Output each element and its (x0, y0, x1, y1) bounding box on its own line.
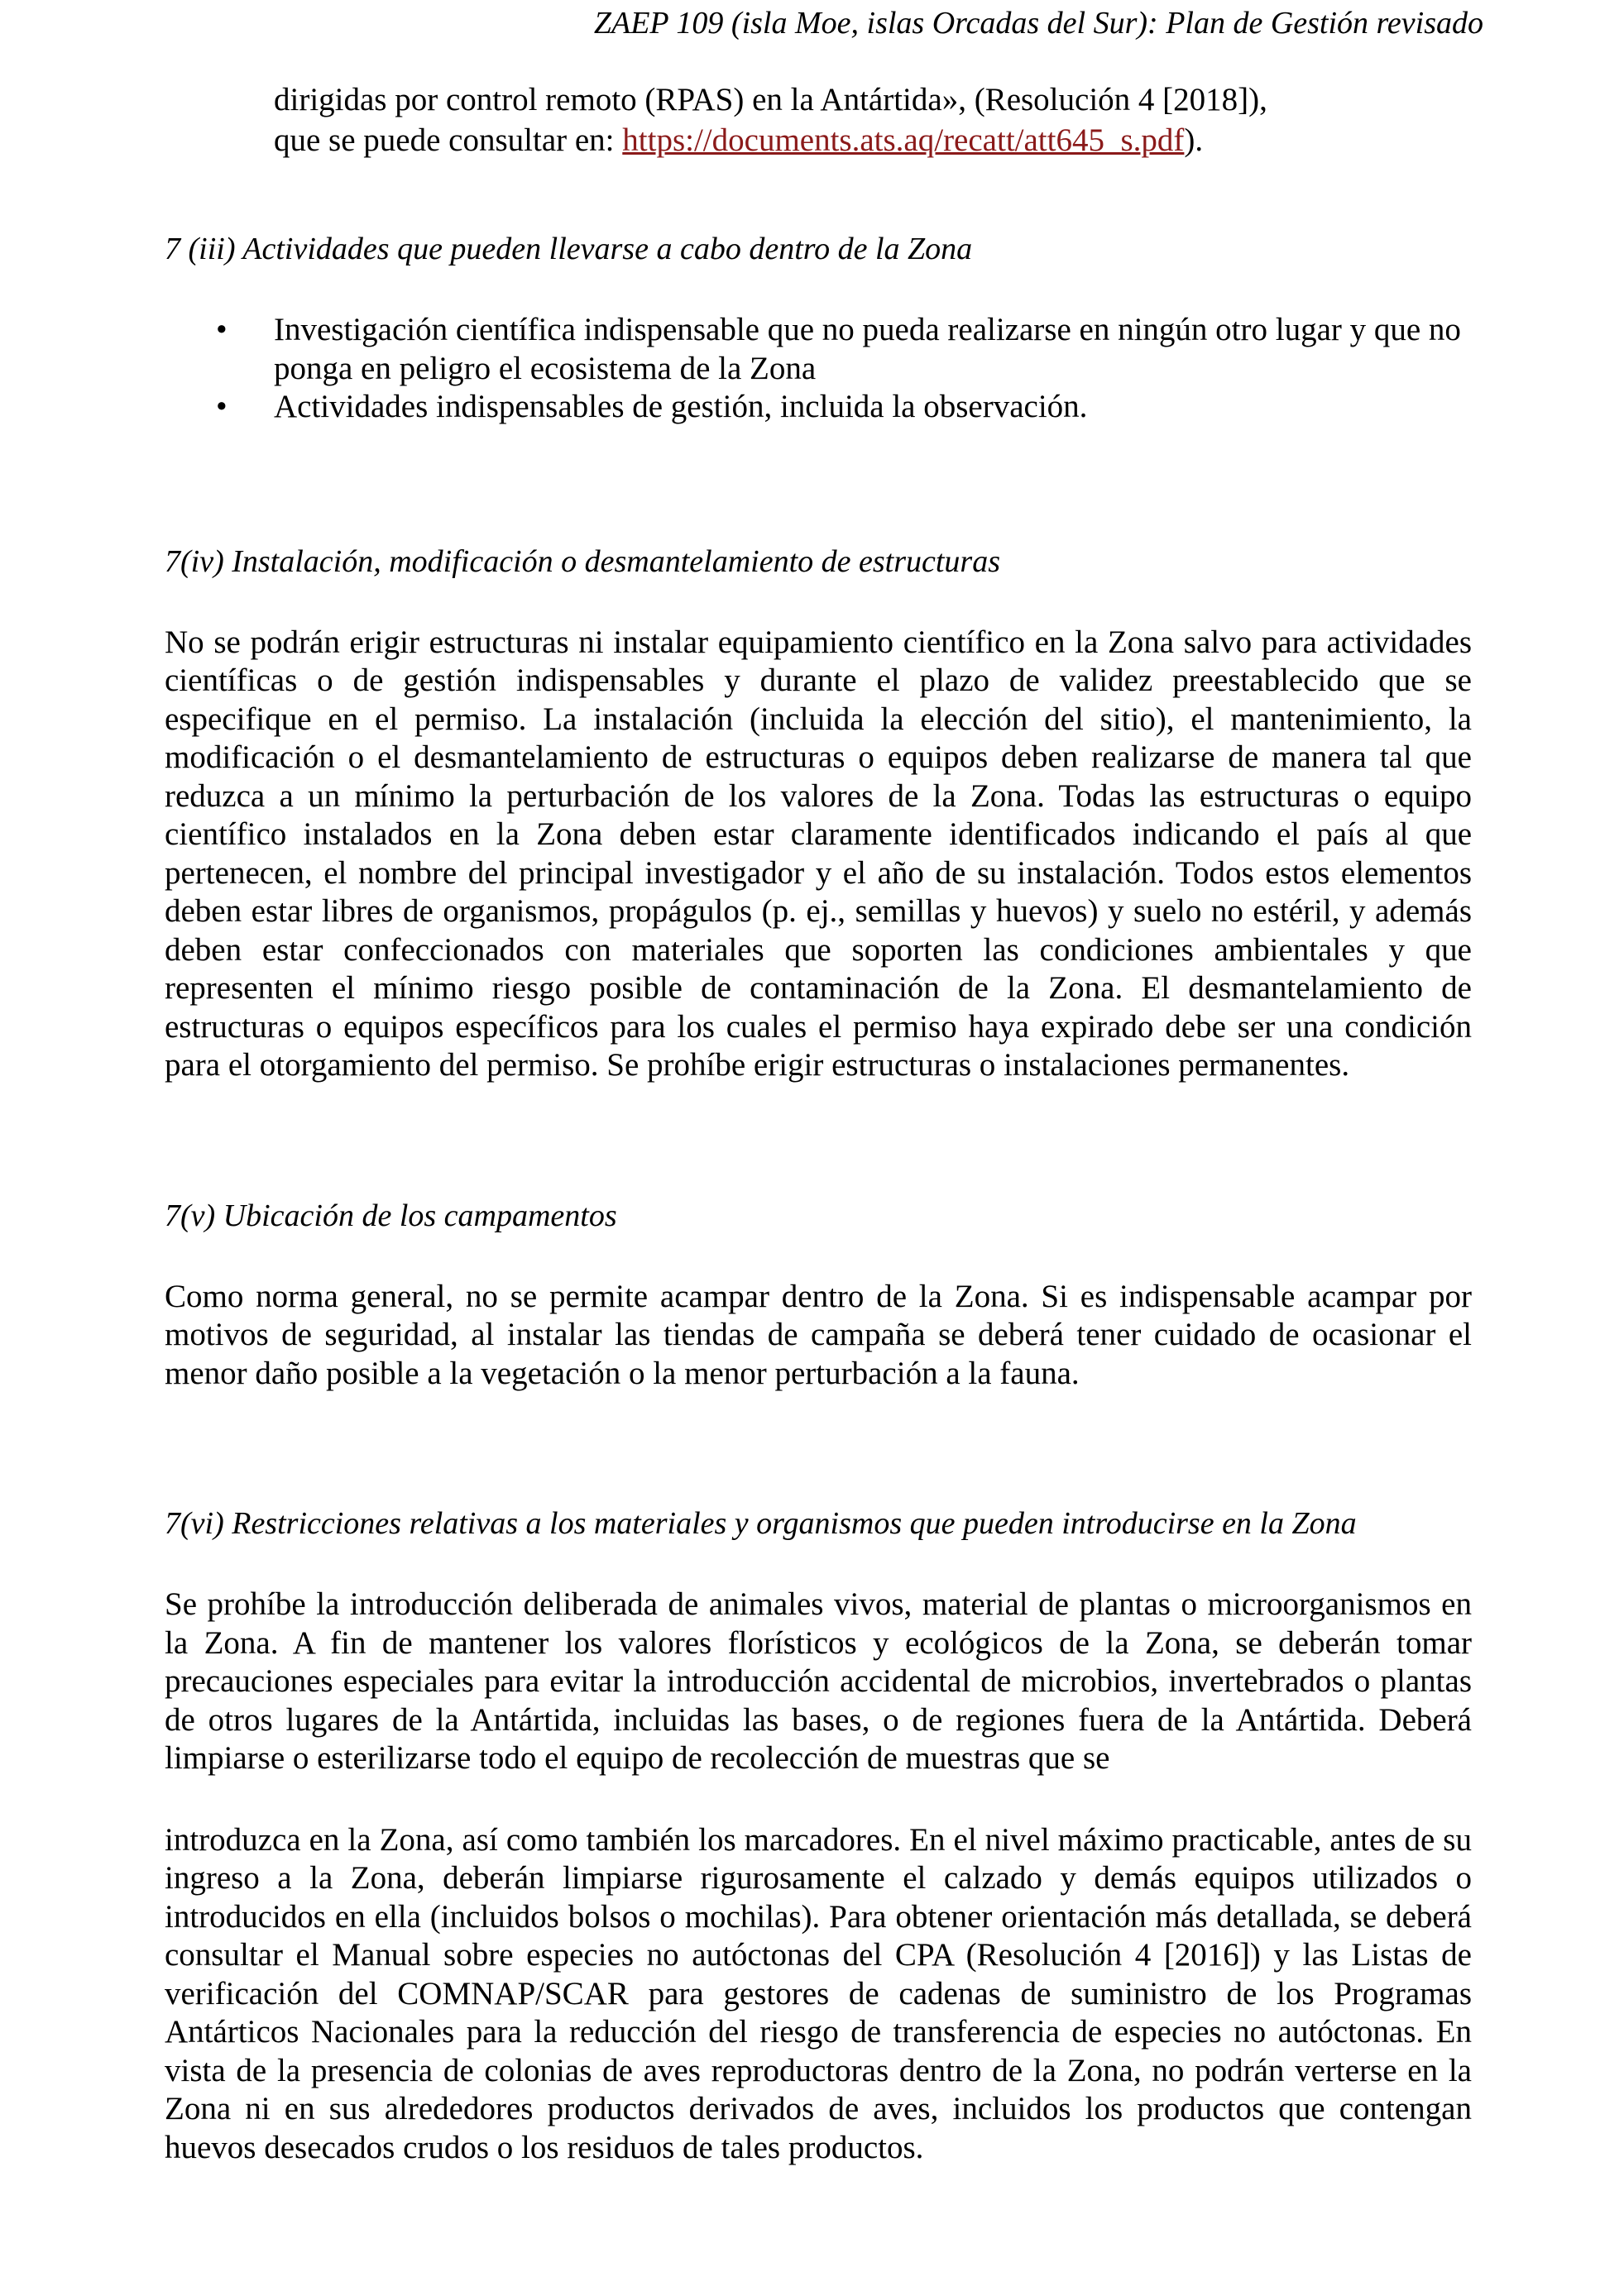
resolution-link[interactable]: https://documents.ats.aq/recatt/att645_s.pdf (622, 122, 1185, 158)
continuation-line-1: dirigidas por control remoto (RPAS) en la Antártida», (Resolución 4 [2018]), (274, 82, 1267, 117)
bullet-icon: • (216, 312, 228, 347)
materials-paragraph-1: Se prohíbe la introducción deliberada de animales vivos, material de plantas o microorganismos en la Zona. A fin de mantener los valores florísticos y ecológicos de la Zona, se deberán tomar precauciones especiales para evitar la introducción accidental de microbios, invertebrados o plantas de otros lugares de la Antártida, incluidas las bases, o de regiones fuera de la Antártida. Deberá limpiarse o esterilizarse todo el equipo de recolección de muestras que se (165, 1586, 1472, 1776)
structures-paragraph: No se podrán erigir estructuras ni instalar equipamiento científico en la Zona salvo para actividades científicas o de gestión indispensables y durante el plazo de validez preestablecido que se especifique en el permiso. La instalación (incluida la elección del sitio), el mantenimiento, la modificación o el desmantelamiento de estructuras o equipos deben realizarse de manera tal que reduzca a un mínimo la perturbación de los valores de la Zona. Todas las estructuras o equipo científico instalados en la Zona deben estar claramente identificados indicando el país al que pertenecen, el nombre del principal investigador y el año de su instalación. Todos estos elementos deben estar libres de organismos, propágulos (p. ej., semillas y huevos) y suelo no estéril, y además deben estar confeccionados con materiales que soporten las condiciones ambientales y que representen el mínimo riesgo posible de contaminación de la Zona. El desmantelamiento de estructuras o equipos específicos para los cuales el permiso haya expirado debe ser una condición para el otorgamiento del permiso. Se prohíbe erigir estructuras o instalaciones permanentes. (165, 624, 1472, 1083)
continuation-line-2 (274, 120, 1472, 160)
bullet-icon: • (216, 389, 228, 424)
camps-paragraph: Como norma general, no se permite acampar dentro de la Zona. Si es indispensable acampar por motivos de seguridad, al instalar las tiendas de campaña se deberá tener cuidado de ocasionar el menor daño posible a la vegetación o la menor perturbación a la fauna. (165, 1278, 1472, 1391)
section-title-activities: 7 (iii) Actividades que pueden llevarse a cabo dentro de la Zona (165, 232, 973, 266)
running-header: ZAEP 109 (isla Moe, islas Orcadas del Sur): Plan de Gestión revisado (593, 6, 1483, 41)
section-title-camps: 7(v) Ubicación de los campamentos (165, 1198, 617, 1233)
list-item (165, 311, 1472, 388)
continuation-text (165, 79, 1472, 160)
list-item-text: Actividades indispensables de gestión, incluida la observación. (274, 389, 1088, 424)
section-title-structures: 7(iv) Instalación, modificación o desmantelamiento de estructuras (165, 543, 1000, 579)
document-page (165, 79, 1472, 2167)
section-title-materials: 7(vi) Restricciones relativas a los materiales y organismos que pueden introducirse en la Zona (165, 1506, 1357, 1541)
activities-list (165, 311, 1472, 427)
continuation-suffix: ). (1184, 122, 1204, 158)
list-item-text: Investigación científica indispensable que no pueda realizarse en ningún otro lugar y que no ponga en peligro el ecosistema de la Zona (274, 312, 1461, 386)
materials-paragraph-2: introduzca en la Zona, así como también los marcadores. En el nivel máximo practicable, antes de su ingreso a la Zona, deberán limpiarse rigurosamente el calzado y demás equipos utilizados o introducidos en ella (incluidos bolsos o mochilas). Para obtener orientación más detallada, se deberá consultar el Manual sobre especies no autóctonas del CPA (Resolución 4 [2016]) y las Listas de verificación del COMNAP/SCAR para gestores de cadenas de suministro de los Programas Antárticos Nacionales para la reducción del riesgo de transferencia de especies no autóctonas. En vista de la presencia de colonias de aves reproductoras dentro de la Zona, no podrán verterse en la Zona ni en sus alrededores productos derivados de aves, incluidos los productos que contengan huevos desecados crudos o los residuos de tales productos. (165, 1821, 1472, 2165)
list-item (165, 388, 1472, 427)
continuation-prefix: que se puede consultar en: (274, 122, 623, 158)
